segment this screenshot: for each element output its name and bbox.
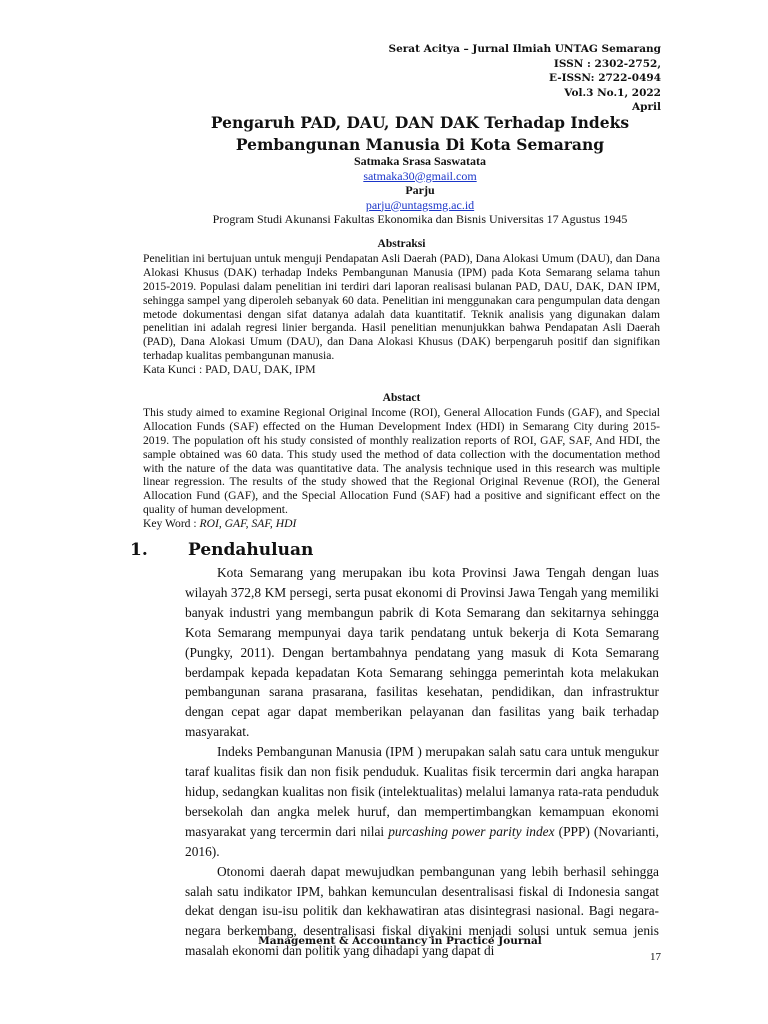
paragraph-2-text: Indeks Pembangunan Manusia (IPM ) merupakan salah satu cara untuk mengukur taraf kualitas fisik dan non fisik penduduk. Kualitas fisik tercermin dari angka harapan hidup, sedangkan kualitas non fisik (intelektualitas) melalui lamanya rata-rata penduduk bersekolah dan angka melek huruf, dan mempertimbangkan kemampuan ekonomi masyarakat yang tercermin dari nilai (185, 744, 659, 839)
abstract-heading: Abstact (382, 392, 421, 404)
section-title: Pendahuluan (188, 540, 314, 560)
section-heading (130, 539, 313, 561)
abstrak-heading: Abstraksi (377, 238, 426, 250)
page-number: 17 (650, 951, 661, 963)
abstrak-keywords: Kata Kunci : PAD, DAU, DAK, IPM (143, 363, 316, 377)
abstract-keywords-label: Key Word : (143, 517, 200, 531)
section-body (185, 563, 659, 961)
paragraph-3: Otonomi daerah dapat mewujudkan pembangunan yang lebih berhasil sehingga salah satu indikator IPM, bahkan kemunculan desentralisasi fiskal di Indonesia sangat dekat dengan isu-isu politik dan kekhawatiran atas disintegrasi nasional. Bagi negara-negara berkembang, desentralisasi fiskal diyakini menjadi solusi untuk semua jenis masalah ekonomi dan politik yang dihadapi yang dapat di (185, 863, 659, 959)
abstract-section (143, 392, 660, 531)
abstract-text: This study aimed to examine Regional Original Income (ROI), General Allocation Funds (GAF), and Special Allocation Funds (SAF) effected on the Human Development Index (HDI) in Semarang City during 2015-2019. The population oft his study consisted of monthly realization reports of ROI, GAF, SAF, And HDI, the sample obtained was 60 data. This study used the method of data collection with the documentation method with the nature of the data was quantitative data. The analysis technique used in this research was multiple linear regression. The results of the study showed that the Regional Original Revenue (ROI), the General Allocation Fund (GAF), and the Special Allocation Fund (SAF) had a positive and significant effect on the quality of human development. (143, 405, 660, 517)
author-name-1: Satmaka Srasa Saswatata (353, 154, 486, 168)
paragraph-1: Kota Semarang yang merupakan ibu kota Provinsi Jawa Tengah dengan luas wilayah 372,8 KM persegi, serta pusat ekonomi di Provinsi Jawa Tengah yang memiliki banyak industri yang membangun pabrik di Kota Semarang dan sekitarnya sehingga Kota Semarang mempunyai daya tarik pendatang untuk bekerja di Kota Semarang (Pungky, 2011). Dengan bertambahnya pendatang yang masuk di Kota Semarang berdampak kepada kepadatan Kota Semarang sehingga pemerintah kota melakukan pembangunan sarana prasarana, fasilitas kesehatan, pendidikan, dan infrastruktur dengan cepat agar dapat memberikan pelayanan dan fasilitas yang baik terhadap masyarakat. (185, 565, 659, 740)
author-name-2: Parju (405, 183, 435, 197)
abstract-keywords (143, 517, 660, 531)
author-email-1[interactable]: satmaka30@gmail.com (363, 168, 477, 183)
affiliation: Program Studi Akunansi Fakultas Ekonomika dan Bisnis Universitas 17 Agustus 1945 (212, 212, 628, 226)
abstrak-section (143, 238, 660, 377)
title-line-1: Pengaruh PAD, DAU, DAN DAK Terhadap Indeks (210, 113, 630, 132)
title-line-2: Pembangunan Manusia Di Kota Semarang (235, 135, 605, 154)
footer-journal: Management & Accountancy in Practice Journal (258, 935, 542, 947)
paragraph-2-italic: purcashing power parity index (388, 823, 555, 839)
author-block (150, 154, 690, 227)
issn: ISSN : 2302-2752, (553, 57, 661, 70)
journal-name: Serat Acitya – Jurnal Ilmiah UNTAG Semarang (388, 43, 661, 55)
paragraph-2-end: (PPP) (Novarianti, 2016). (185, 823, 659, 859)
journal-header (388, 42, 661, 115)
month: April (632, 101, 661, 113)
abstrak-text: Penelitian ini bertujuan untuk menguji Pendapatan Asli Daerah (PAD), Dana Alokasi Umum (DAU), dan Dana Alokasi Khusus (DAK) terhadap Indeks Pembangunan Manusia (IPM) pada Kota Semarang selama tahun 2015-2019. Populasi dalam penelitian ini terdiri dari laporan realisasi bulanan PAD, DAU, DAK, DAN IPM, sehingga sampel yang diperoleh sebanyak 60 data. Penelitian ini menggunakan cara pengumpulan data dengan metode dokumentasi dengan sifat datanya adalah data kuantitatif. Teknik analisis yang digunakan dalam penelitian ini adalah regresi linier berganda. Hasil penelitian menunjukkan bahwa Pendapatan Asli Daerah (PAD), Dana Alokasi Umum (DAU), dan Dana Alokasi Khusus (DAK) berpengaruh positif dan signifikan terhadap kualitas pembangunan manusia. (143, 251, 660, 363)
paragraph-2 (185, 742, 659, 861)
section-number: 1. (130, 540, 148, 560)
eissn: E-ISSN: 2722-0494 (549, 72, 661, 84)
author-email-2[interactable]: parju@untagsmg.ac.id (365, 197, 475, 212)
volume: Vol.3 No.1, 2022 (564, 86, 661, 99)
paper-title (150, 112, 690, 156)
abstract-keywords-value: ROI, GAF, SAF, HDI (199, 517, 297, 531)
